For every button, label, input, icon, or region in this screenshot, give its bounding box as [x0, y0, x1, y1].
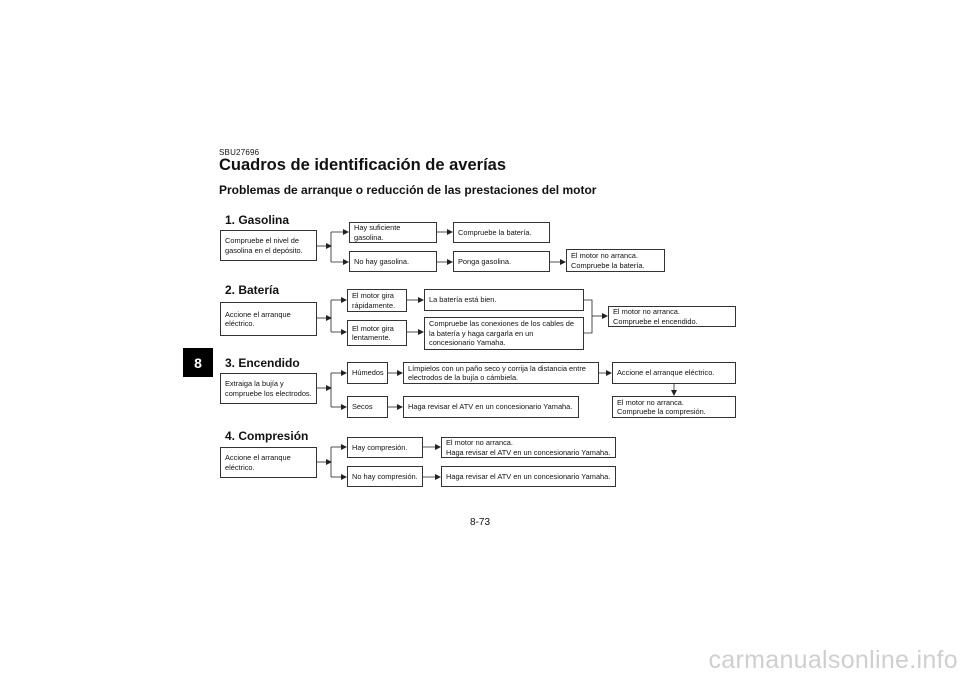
- flow-result-box: La batería está bien.: [424, 289, 584, 311]
- section-heading-encendido: 3. Encendido: [225, 356, 300, 370]
- flow-result-box: Compruebe la batería.: [453, 222, 550, 243]
- section-heading-gasolina: 1. Gasolina: [225, 213, 290, 227]
- flow-result-box: Haga revisar el ATV en un concesionario Yamaha.: [441, 466, 616, 487]
- flow-option-box: Secos: [347, 396, 388, 418]
- flow-next-box: Accione el arranque eléctrico.: [612, 362, 736, 384]
- flow-option-box: Hay suficiente gasolina.: [349, 222, 437, 243]
- flow-option-box: El motor gira rápidamente.: [347, 289, 407, 312]
- section-heading-bateria: 2. Batería: [225, 283, 280, 297]
- flow-final-box: El motor no arranca. Compruebe el encendido.: [608, 306, 736, 327]
- flow-option-box: Hay compresión.: [347, 437, 423, 458]
- flow-final-box: El motor no arranca. Compruebe la batería.: [566, 249, 665, 272]
- flow-result-box: Ponga gasolina.: [453, 251, 550, 272]
- section-code: SBU27696: [219, 148, 260, 157]
- flow-start-box: Accione el arranque eléctrico.: [220, 447, 317, 478]
- flow-start-box: Compruebe el nivel de gasolina en el depósito.: [220, 230, 317, 261]
- page-number: 8-73: [469, 517, 490, 528]
- watermark: carmanualsonline.info: [708, 646, 958, 674]
- flow-result-box: El motor no arranca. Haga revisar el ATV en un concesionario Yamaha.: [441, 437, 616, 458]
- page-title: Cuadros de identificación de averías: [219, 156, 507, 174]
- flow-final-box: El motor no arranca. Compruebe la compresión.: [612, 396, 736, 418]
- flow-option-box: No hay gasolina.: [349, 251, 437, 272]
- page-subtitle: Problemas de arranque o reducción de las prestaciones del motor: [219, 183, 597, 197]
- section-heading-compresion: 4. Compresión: [225, 429, 309, 443]
- flow-start-box: Extraiga la bujía y compruebe los electrodos.: [220, 373, 317, 404]
- flow-option-box: No hay compresión.: [347, 466, 423, 487]
- flow-option-box: Húmedos: [347, 362, 388, 384]
- flow-start-box: Accione el arranque eléctrico.: [220, 302, 317, 336]
- flow-result-box: Haga revisar el ATV en un concesionario Yamaha.: [403, 396, 579, 418]
- flow-result-box: Compruebe las conexiones de los cables de la batería y haga cargarla en un concesionario Yamaha.: [424, 317, 584, 350]
- flow-option-box: El motor gira lentamente.: [347, 320, 407, 346]
- chapter-tab: 8: [183, 348, 213, 377]
- flow-result-box: Límpielos con un paño seco y corrija la distancia entre electrodos de la bujía o cámbiela.: [403, 362, 599, 384]
